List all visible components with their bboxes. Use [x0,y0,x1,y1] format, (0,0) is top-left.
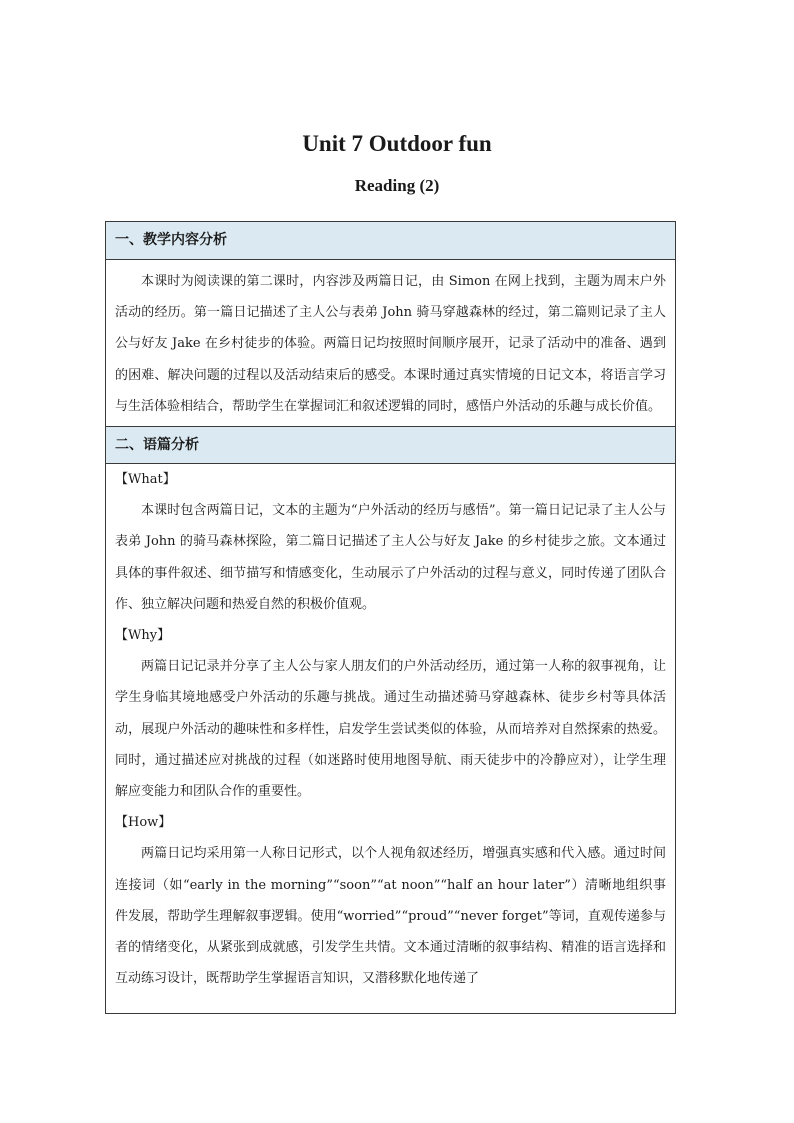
how-paragraph: 两篇日记均采用第一人称日记形式，以个人视角叙述经历，增强真实感和代入感。通过时间连接词（如“early in the morning”“soon”“at noon”“half an hour later”）清晰地组织事件发展，帮助学生理解叙事逻辑。使用“worried”“proud”“never forget”等词，直观传递参与者的情绪变化，从紧张到成就感，引发学生共情。文本通过清晰的叙事结构、精准的语言选择和互动练习设计，既帮助学生掌握语言知识，又潜移默化地传递了 [115,846,666,987]
content-analysis-paragraph: 本课时为阅读课的第二课时，内容涉及两篇日记，由 Simon 在网上找到，主题为周末户外活动的经历。第一篇日记描述了主人公与表弟 John 骑马穿越森林的经过，第二篇则记录了主人公与好友 Jake 在乡村徒步的体验。两篇日记均按照时间顺序展开，记录了活动中的准备、遇到的困难、解决问题的过程以及活动结束后的感受。本课时通过真实情境的日记文本，将语言学习与生活体验相结合，帮助学生在掌握词汇和叙述逻辑的同时，感悟户外活动的乐趣与成长价值。 [115,274,666,414]
page-title: Unit 7 Outdoor fun [302,131,492,156]
section-body-content-analysis [106,260,675,426]
why-paragraph: 两篇日记记录并分享了主人公与家人朋友们的户外活动经历，通过第一人称的叙事视角，让学生身临其境地感受户外活动的乐趣与挑战。通过生动描述骑马穿越森林、徒步乡村等具体活动，展现户外活动的趣味性和多样性，启发学生尝试类似的体验，从而培养对自然探索的热爱。同时，通过描述应对挑战的过程（如迷路时使用地图导航、雨天徒步中的冷静应对），让学生理解应变能力和团队合作的重要性。 [115,659,666,800]
lesson-plan-table [105,221,676,1014]
section-body-text-analysis [106,464,675,994]
page-subtitle: Reading (2) [354,176,440,195]
section-heading-text-analysis: 二、语篇分析 [106,426,675,464]
what-tag: 【What】 [115,472,176,488]
section-heading-content-analysis: 一、教学内容分析 [106,222,675,260]
why-tag: 【Why】 [115,628,171,644]
what-paragraph: 本课时包含两篇日记，文本的主题为“户外活动的经历与感悟”。第一篇日记记录了主人公与表弟 John 的骑马森林探险，第二篇日记描述了主人公与好友 Jake 的乡村徒步之旅。文本通过具体的事件叙述、细节描写和情感变化，生动展示了户外活动的过程与意义，同时传递了团队合作、独立解决问题和热爱自然的积极价值观。 [115,503,666,612]
how-tag: 【How】 [115,815,172,831]
